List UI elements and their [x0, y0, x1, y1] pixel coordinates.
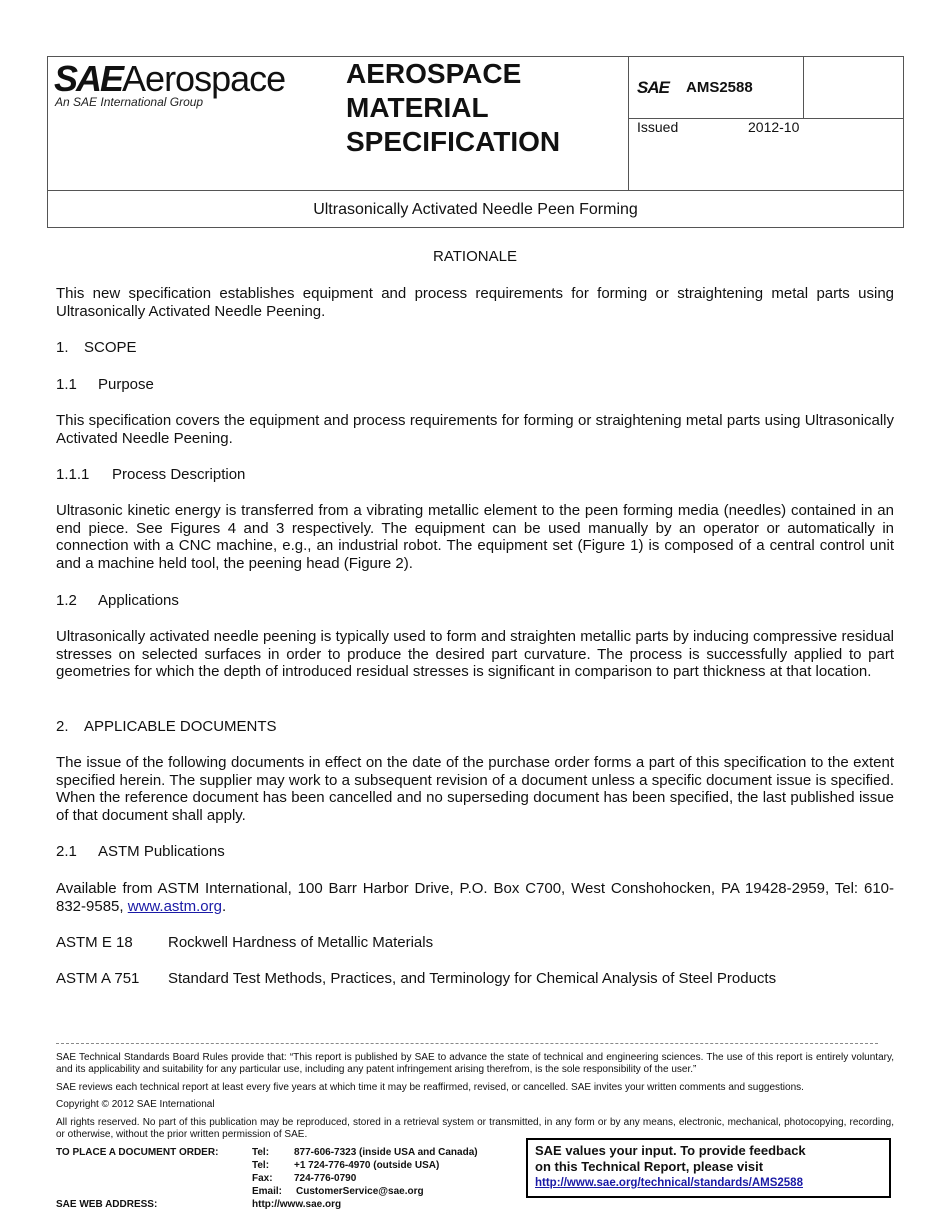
section-number: 2.1 [56, 843, 77, 860]
rules-text: SAE Technical Standards Board Rules provide that: “This report is published by SAE to advance the state of technical and engineering sciences. The use of this report is entirely voluntary, and its applicability and suitability for any particular use, including any patent infringement arising therefrom, is the sole responsibility of the user.” [56, 1052, 894, 1075]
copyright: Copyright © 2012 SAE International [56, 1099, 215, 1110]
order-label: TO PLACE A DOCUMENT ORDER: [56, 1147, 219, 1158]
issued-label: Issued [637, 119, 679, 135]
document-number: AMS2588 [686, 79, 753, 96]
process-description-text: Ultrasonic kinetic energy is transferred from a vibrating metallic element to the peen forming media (needles) contained in an end piece. See Figures 4 and 3 respectively. The equipment can be used manually by an operator or automatically in connection with a CNC machine, e.g., an industrial robot. The equipment set (Figure 1) is composed of a central control unit and a machine held tool, the peening head (Figure 2). [56, 502, 894, 572]
issued-date: 2012-10 [748, 119, 800, 135]
document-header [47, 56, 904, 228]
spec-title-line: MATERIAL [346, 92, 489, 123]
section-title: APPLICABLE DOCUMENTS [84, 718, 277, 735]
section-title: SCOPE [84, 339, 137, 356]
footer-divider [56, 1043, 878, 1044]
web-address[interactable]: http://www.sae.org [252, 1199, 342, 1210]
section-title: Applications [98, 592, 179, 609]
contact-label: Email: [252, 1186, 283, 1197]
contact-label: Tel: [252, 1147, 270, 1158]
reference-code: ASTM A 751 [56, 970, 140, 987]
purpose-text: This specification covers the equipment and process requirements for forming or straightening metal parts using Ultrasonically Activated Needle Peening. [56, 412, 894, 447]
astm-availability-text [56, 880, 894, 915]
applicable-documents-text: The issue of the following documents in effect on the date of the purchase order forms a part of this specification to the extent specified herein. The supplier may work to a subsequent revision of a document unless a specific document issue is specified. When the reference document has been cancelled and no superseding document has been specified, the last published issue of that document shall apply. [56, 754, 894, 824]
header-divider [628, 57, 629, 190]
web-label: SAE WEB ADDRESS: [56, 1199, 158, 1210]
logo-brand: SAE [54, 58, 123, 99]
contact-value: 724-776-0790 [294, 1173, 357, 1184]
section-number: 1.2 [56, 592, 77, 609]
document-title: Ultrasonically Activated Needle Peen Forming [313, 201, 638, 218]
sentence-period: . [221, 897, 227, 915]
rationale-heading: RATIONALE [433, 248, 517, 265]
section-number: 2. [56, 718, 69, 735]
contact-label: Tel: [252, 1160, 270, 1171]
feedback-link[interactable]: http://www.sae.org/technical/standards/AMS2588 [535, 1177, 803, 1189]
reference-code: ASTM E 18 [56, 934, 133, 951]
section-number: 1.1 [56, 376, 77, 393]
section-title: ASTM Publications [98, 843, 225, 860]
rights-text: All rights reserved. No part of this publication may be reproduced, stored in a retrieval system or transmitted, in any form or by any means, electronic, mechanical, photocopying, recording, or otherwise, without the prior written permission of SAE. [56, 1117, 894, 1140]
section-title: Process Description [112, 466, 246, 483]
logo-subtitle: An SAE International Group [55, 95, 204, 109]
review-text: SAE reviews each technical report at least every five years at which time it may be reaffirmed, revised, or cancelled. SAE invites your written comments and suggestions. [56, 1082, 804, 1093]
applications-text: Ultrasonically activated needle peening is typically used to form and straighten metallic parts by inducing compressive residual stresses on selected surfaces in order to produce the desired part curvature. The process is successfully applied to part geometries for which the depth of introduced residual stresses is significant in comparison to part thickness at that location. [56, 628, 894, 680]
rationale-text: This new specification establishes equipment and process requirements for forming or straightening metal parts using Ultrasonically Activated Needle Peening. [56, 285, 894, 320]
feedback-text: on this Technical Report, please visit [535, 1159, 764, 1174]
spec-title-line: AEROSPACE [346, 58, 522, 89]
spec-title-line: SPECIFICATION [346, 126, 561, 157]
sae-small-logo: SAE [637, 78, 669, 97]
reference-title: Rockwell Hardness of Metallic Materials [168, 934, 434, 951]
reference-title: Standard Test Methods, Practices, and Terminology for Chemical Analysis of Steel Products [168, 970, 777, 987]
header-divider [48, 190, 904, 191]
contact-label: Fax: [252, 1173, 273, 1184]
section-number: 1.1.1 [56, 466, 90, 483]
spec-type-title [346, 57, 560, 159]
section-title: Purpose [98, 376, 154, 393]
feedback-box [526, 1138, 891, 1198]
feedback-text: SAE values your input. To provide feedback [535, 1143, 806, 1158]
header-divider [803, 57, 804, 119]
section-number: 1. [56, 339, 69, 356]
logo-product: Aerospace [122, 58, 286, 99]
contact-value: 877-606-7323 (inside USA and Canada) [294, 1147, 478, 1158]
astm-link[interactable]: www.astm.org [127, 897, 222, 915]
sae-aerospace-logo [54, 58, 286, 109]
contact-email[interactable]: CustomerService@sae.org [296, 1186, 424, 1197]
contact-value: +1 724-776-4970 (outside USA) [294, 1160, 440, 1171]
astm-address: Available from ASTM International, 100 Barr Harbor Drive, P.O. Box C700, West Conshohocken, PA 19428-2959, Tel: 610-832-9585, [56, 880, 894, 915]
